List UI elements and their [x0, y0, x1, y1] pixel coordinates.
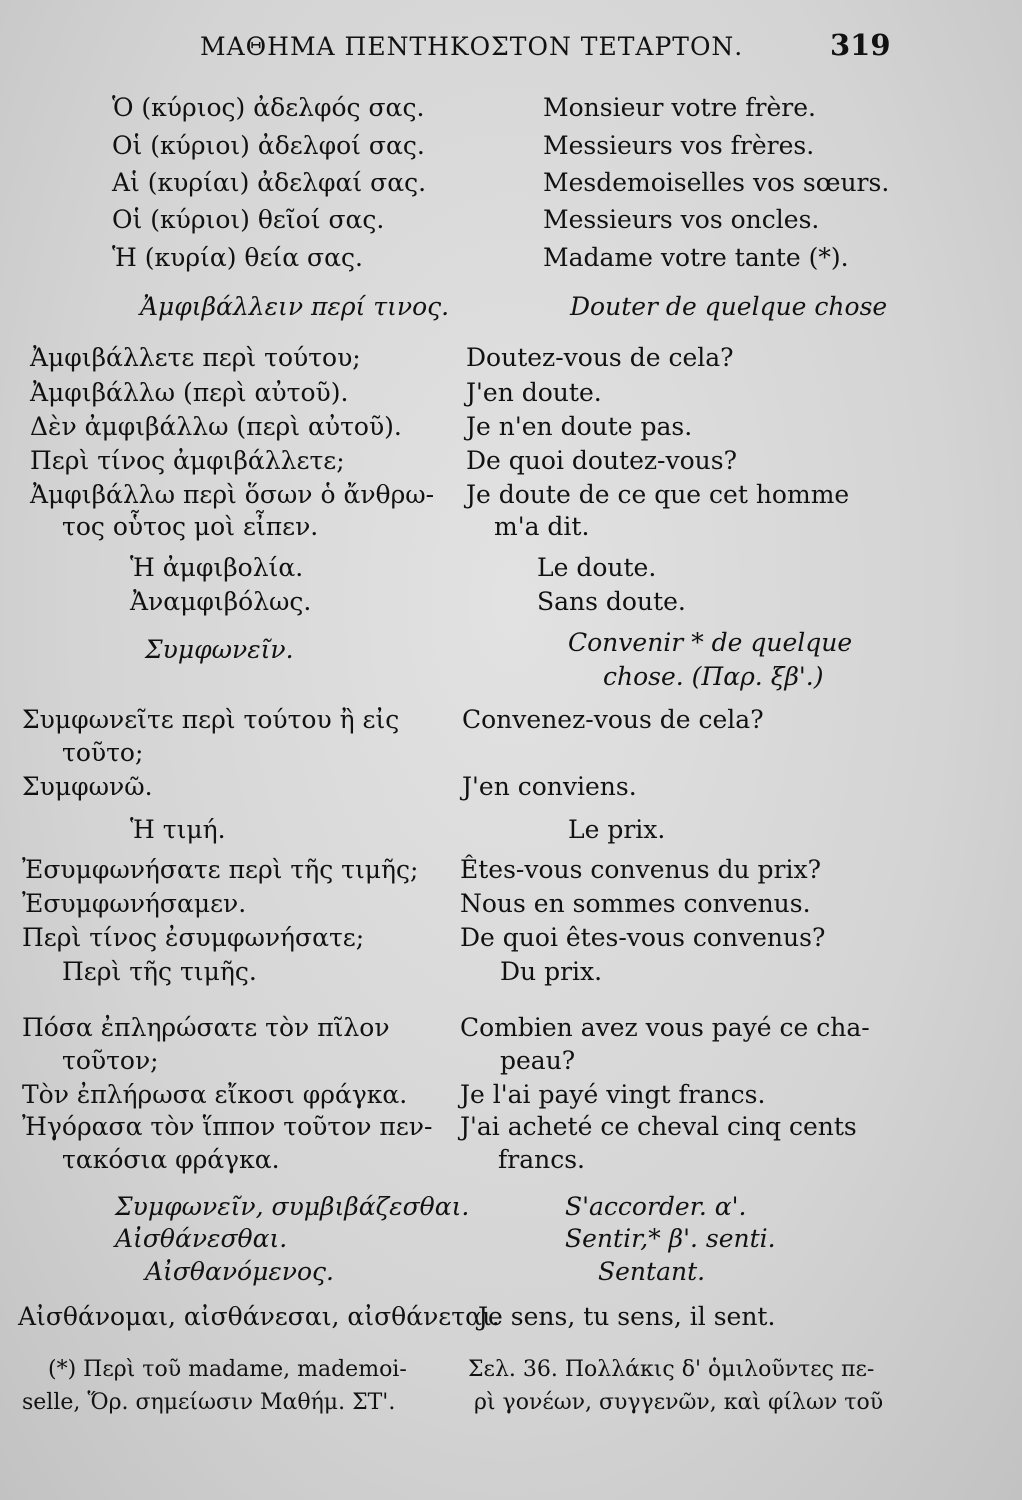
- french-heading: S'accorder. α'.: [565, 1192, 747, 1221]
- greek-line: Δὲν ἀμφιβάλλω (περὶ αὐτοῦ).: [30, 412, 402, 441]
- french-heading: chose. (Παρ. ξβ'.): [603, 662, 824, 691]
- greek-line: τακόσια φράγκα.: [62, 1145, 280, 1174]
- greek-line: Περὶ τίνος ἀμφιβάλλετε;: [30, 446, 345, 475]
- greek-line: Συμφωνῶ.: [22, 772, 153, 801]
- french-line: Messieurs vos frères.: [543, 131, 815, 160]
- greek-line: Ἐσυμφωνήσαμεν.: [22, 889, 247, 918]
- greek-line: Αἱ (κυρίαι) ἀδελφαί σας.: [112, 168, 427, 197]
- greek-heading: Συμφωνεῖν, συμβιβάζεσθαι.: [115, 1192, 470, 1221]
- french-line: De quoi êtes-vous convenus?: [460, 923, 826, 952]
- french-line: J'ai acheté ce cheval cinq cents: [460, 1112, 857, 1141]
- greek-line: Ἡ τιμή.: [130, 815, 226, 844]
- french-line: Messieurs vos oncles.: [543, 205, 820, 234]
- french-line: Le prix.: [568, 815, 666, 844]
- french-line: Nous en sommes convenus.: [460, 889, 811, 918]
- french-line: Je doute de ce que cet homme: [466, 480, 850, 509]
- footnote-line: Σελ. 36. Πολλάκις δ' ὁμιλοῦντες πε-: [468, 1357, 875, 1382]
- greek-line: Οἱ (κύριοι) ἀδελφοί σας.: [112, 131, 425, 160]
- greek-line: Πόσα ἐπληρώσατε τὸν πῖλον: [22, 1013, 390, 1042]
- french-line: Je sens, tu sens, il sent.: [478, 1302, 776, 1331]
- greek-heading: Αἰσθανόμενος.: [145, 1257, 334, 1286]
- french-line: Je l'ai payé vingt francs.: [460, 1080, 766, 1109]
- french-line: J'en conviens.: [462, 772, 637, 801]
- french-line: Je n'en doute pas.: [466, 412, 693, 441]
- french-line: Sans doute.: [537, 587, 686, 616]
- greek-line: τοῦτον;: [62, 1046, 159, 1075]
- french-line: Monsieur votre frère.: [543, 93, 816, 122]
- french-line: m'a dit.: [494, 512, 590, 541]
- french-line: Doutez-vous de cela?: [466, 343, 734, 372]
- greek-line: Ὁ (κύριος) ἀδελφός σας.: [112, 93, 425, 122]
- french-line: Le doute.: [537, 553, 657, 582]
- greek-line: Περὶ τίνος ἐσυμφωνήσατε;: [22, 923, 365, 952]
- french-line: Combien avez vous payé ce cha-: [460, 1013, 870, 1042]
- french-heading: Sentant.: [598, 1257, 706, 1286]
- running-title: ΜΑΘΗΜΑ ΠΕΝΤΗΚΟΣΤΟΝ ΤΕΤΑΡΤΟΝ.: [200, 32, 744, 61]
- french-heading: Convenir * de quelque: [568, 628, 853, 657]
- greek-line: Ἀναμφιβόλως.: [130, 587, 312, 616]
- greek-line: Ἀμφιβάλλετε περὶ τούτου;: [30, 343, 361, 372]
- footnote-line: (*) Περὶ τοῦ madame, mademoi-: [48, 1357, 407, 1382]
- greek-line: Ἀμφιβάλλω περὶ ὅσων ὁ ἄνθρω-: [30, 480, 435, 509]
- greek-line: Τὸν ἐπλήρωσα εἴκοσι φράγκα.: [22, 1080, 408, 1109]
- greek-line: Ἀμφιβάλλω (περὶ αὐτοῦ).: [30, 378, 349, 407]
- french-line: Mesdemoiselles vos sœurs.: [543, 168, 890, 197]
- french-line: Êtes-vous convenus du prix?: [460, 855, 821, 884]
- greek-heading: Συμφωνεῖν.: [145, 635, 294, 664]
- french-heading: Sentir,* β'. senti.: [565, 1224, 776, 1253]
- greek-line: τοῦτο;: [62, 738, 144, 767]
- greek-heading: Αἰσθάνεσθαι.: [115, 1224, 288, 1253]
- greek-line: Ἡ (κυρία) θεία σας.: [112, 243, 363, 272]
- french-heading: Douter de quelque chose: [570, 292, 888, 321]
- greek-line: Ἡ ἀμφιβολία.: [130, 553, 304, 582]
- footnote-line: ρὶ γονέων, συγγενῶν, καὶ φίλων τοῦ: [474, 1390, 884, 1415]
- greek-line: Περὶ τῆς τιμῆς.: [62, 957, 257, 986]
- greek-line: Συμφωνεῖτε περὶ τούτου ἢ εἰς: [22, 705, 400, 734]
- french-line: peau?: [500, 1046, 576, 1075]
- page-number: 319: [830, 28, 891, 62]
- french-line: Madame votre tante (*).: [543, 243, 849, 272]
- greek-line: Αἰσθάνομαι, αἰσθάνεσαι, αἰσθάνεται.: [18, 1302, 500, 1331]
- greek-line: τος οὗτος μοὶ εἶπεν.: [62, 512, 319, 541]
- french-line: Convenez-vous de cela?: [462, 705, 764, 734]
- greek-line: Οἱ (κύριοι) θεῖοί σας.: [112, 205, 385, 234]
- footnote-line: selle, Ὅρ. σημείωσιν Μαθήμ. ΣΤ'.: [22, 1390, 396, 1415]
- french-line: De quoi doutez-vous?: [466, 446, 738, 475]
- page-header: [0, 26, 1022, 70]
- french-line: J'en doute.: [466, 378, 602, 407]
- greek-heading: Ἀμφιβάλλειν περί τινος.: [140, 292, 450, 321]
- greek-line: Ἠγόρασα τὸν ἵππον τοῦτον πεν-: [22, 1112, 433, 1141]
- french-line: francs.: [498, 1145, 585, 1174]
- greek-line: Ἐσυμφωνήσατε περὶ τῆς τιμῆς;: [22, 855, 419, 884]
- french-line: Du prix.: [500, 957, 603, 986]
